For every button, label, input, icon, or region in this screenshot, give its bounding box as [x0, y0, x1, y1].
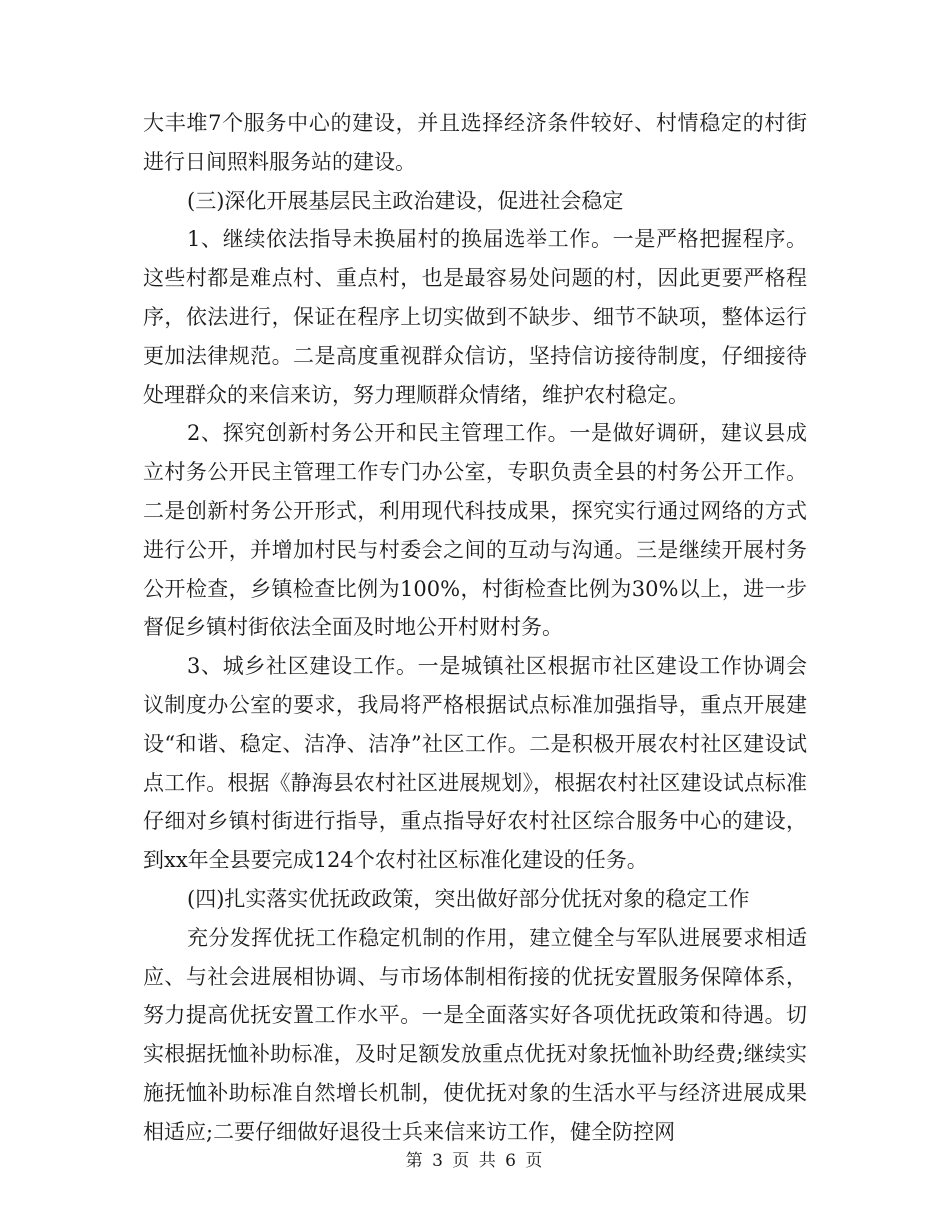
paragraph-election: 1、继续依法指导未换届村的换届选举工作。一是严格把握程序。这些村都是难点村、重点村，也是最容易处问题的村，因此更要严格程序，依法进行，保证在程序上切实做到不缺步、细节不缺项，整体运行更加法律规范。二是高度重视群众信访，坚持信访接待制度，仔细接待处理群众的来信来访，努力理顺群众情绪，维护农村稳定。 — [143, 227, 807, 407]
section-heading-4: (四)扎实落实优抚政政策，突出做好部分优抚对象的稳定工作 — [187, 886, 750, 911]
paragraph-preferential-care: 充分发挥优抚工作稳定机制的作用，建立健全与军队进展要求相适应、与社会进展相协调、与市场体制相衔接的优抚安置服务保障体系，努力提高优抚安置工作水平。一是全面落实好各项优抚政策和待遇。切实根据抚恤补助标准，及时足额发放重点优抚对象抚恤补助经费;继续实施抚恤补助标准自然增长机制，使优抚对象的生活水平与经济进展成果相适应;二要仔细做好退役士兵来信来访工作，健全防控网 — [143, 925, 807, 1144]
page-footer: 第 3 页 共 6 页 — [405, 1151, 545, 1171]
document-body — [143, 104, 807, 1152]
paragraph-continuation: 大丰堆7个服务中心的建设，并且选择经济条件较好、村情稳定的村街进行日间照料服务站的建设。 — [143, 111, 807, 174]
paragraph-village-affairs: 2、探究创新村务公开和民主管理工作。一是做好调研，建议县成立村务公开民主管理工作专门办公室，专职负责全县的村务公开工作。二是创新村务公开形式，利用现代科技成果，探究实行通过网络的方式进行公开，并增加村民与村委会之间的互动与沟通。三是继续开展村务公开检查，乡镇检查比例为100%，村街检查比例为30%以上，进一步督促乡镇村街依法全面及时地公开村财村务。 — [143, 421, 807, 640]
section-heading-3: (三)深化开展基层民主政治建设，促进社会稳定 — [187, 188, 624, 213]
paragraph-community: 3、城乡社区建设工作。一是城镇社区根据市社区建设工作协调会议制度办公室的要求，我局将严格根据试点标准加强指导，重点开展建设“和谐、稳定、洁净、洁净”社区工作。二是积极开展农村社区建设试点工作。根据《静海县农村社区进展规划》，根据农村社区建设试点标准仔细对乡镇村街进行指导，重点指导好农村社区综合服务中心的建设，到xx年全县要完成124个农村社区标准化建设的任务。 — [143, 654, 807, 873]
